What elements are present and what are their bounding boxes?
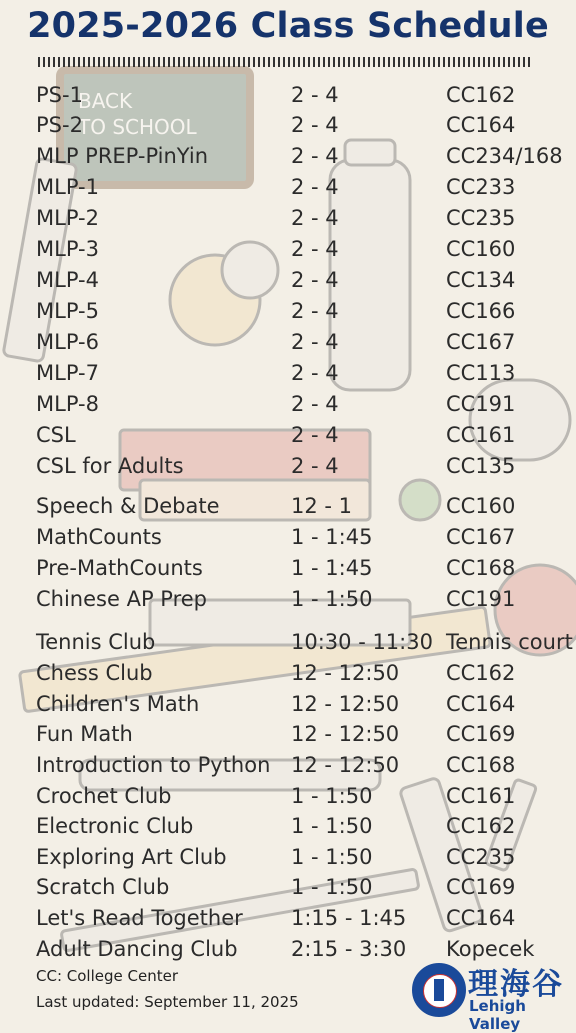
last-updated-note: Last updated: September 11, 2025 [36,993,299,1011]
class-room: CC164 [446,906,516,930]
class-name: PS-1 [36,83,83,107]
class-time: 10:30 - 11:30 [291,630,433,654]
class-time: 12 - 12:50 [291,722,400,746]
class-name: CSL [36,423,76,447]
class-name: Electronic Club [36,814,194,838]
class-time: 1:15 - 1:45 [291,906,407,930]
class-name: Fun Math [36,722,133,746]
school-seal-icon [412,963,466,1017]
class-room: CC167 [446,525,516,549]
class-room: CC191 [446,392,516,416]
class-room: Kopecek [446,937,535,961]
schedule-row [0,327,576,357]
class-time: 2 - 4 [291,392,339,416]
schedule-row [0,389,576,419]
class-time: 2 - 4 [291,206,339,230]
schedule-row [0,903,576,933]
class-room: CC168 [446,556,516,580]
class-time: 1 - 1:45 [291,525,373,549]
class-room: CC167 [446,330,516,354]
class-room: CC169 [446,722,516,746]
chalkboard-text-2: TO SCHOOL [78,115,197,139]
schedule-row [0,872,576,902]
class-name: Pre-MathCounts [36,556,203,580]
schedule-row [0,172,576,202]
class-room: CC168 [446,753,516,777]
schedule-row [0,491,576,521]
schedule-row [0,750,576,780]
class-name: Chess Club [36,661,153,685]
schedule-row [0,553,576,583]
class-time: 12 - 1 [291,494,353,518]
class-time: 2 - 4 [291,175,339,199]
class-time: 2 - 4 [291,144,339,168]
class-time: 2 - 4 [291,237,339,261]
school-logo [412,961,572,1033]
legend-note: CC: College Center [36,967,178,985]
schedule-row [0,811,576,841]
schedule-row [0,627,576,657]
schedule-row [0,420,576,450]
class-name: Adult Dancing Club [36,937,238,961]
class-time: 2:15 - 3:30 [291,937,407,961]
class-name: Tennis Club [36,630,156,654]
class-room: CC113 [446,361,516,385]
class-time: 2 - 4 [291,299,339,323]
schedule-row [0,451,576,481]
class-name: MLP-8 [36,392,99,416]
schedule-row [0,522,576,552]
class-room: CC235 [446,845,516,869]
schedule-row [0,658,576,688]
class-time: 12 - 12:50 [291,661,400,685]
class-time: 2 - 4 [291,423,339,447]
page-title: 2025-2026 Class Schedule [27,6,549,46]
class-time: 1 - 1:50 [291,875,373,899]
class-room: CC235 [446,206,516,230]
schedule-row [0,110,576,140]
class-time: 1 - 1:50 [291,587,373,611]
class-name: Scratch Club [36,875,170,899]
class-room: CC160 [446,494,516,518]
class-time: 12 - 12:50 [291,753,400,777]
class-room: CC161 [446,784,516,808]
class-name: MLP-7 [36,361,99,385]
logo-english-name: Lehigh Valley [469,997,526,1033]
class-name: MathCounts [36,525,162,549]
class-time: 1 - 1:50 [291,845,373,869]
class-name: PS-2 [36,113,83,137]
chalkboard-text-1: BACK [78,89,133,113]
schedule-row [0,141,576,171]
class-room: CC134 [446,268,516,292]
class-name: MLP-2 [36,206,99,230]
schedule-row [0,689,576,719]
class-time: 1 - 1:50 [291,814,373,838]
class-time: 2 - 4 [291,268,339,292]
class-room: CC161 [446,423,516,447]
class-room: CC164 [446,113,516,137]
class-name: MLP PREP-PinYin [36,144,209,168]
class-name: Let's Read Together [36,906,243,930]
class-room: Tennis court [446,630,573,654]
class-time: 2 - 4 [291,454,339,478]
class-name: Exploring Art Club [36,845,227,869]
schedule-row [0,80,576,110]
schedule-row [0,234,576,264]
class-time: 2 - 4 [291,330,339,354]
class-name: MLP-3 [36,237,99,261]
class-time: 2 - 4 [291,361,339,385]
class-room: CC162 [446,814,516,838]
class-time: 1 - 1:45 [291,556,373,580]
class-room: CC169 [446,875,516,899]
class-time: 2 - 4 [291,113,339,137]
class-name: MLP-4 [36,268,99,292]
class-room: CC162 [446,83,516,107]
schedule-row [0,781,576,811]
schedule-row [0,584,576,614]
schedule-row [0,203,576,233]
class-room: CC191 [446,587,516,611]
class-name: Speech & Debate [36,494,220,518]
class-name: Introduction to Python [36,753,271,777]
class-room: CC166 [446,299,516,323]
class-room: CC164 [446,692,516,716]
schedule-row [0,265,576,295]
class-name: MLP-5 [36,299,99,323]
class-room: CC162 [446,661,516,685]
class-room: CC233 [446,175,516,199]
class-name: CSL for Adults [36,454,184,478]
class-time: 2 - 4 [291,83,339,107]
class-name: Chinese AP Prep [36,587,207,611]
schedule-row [0,358,576,388]
class-time: 1 - 1:50 [291,784,373,808]
class-name: MLP-6 [36,330,99,354]
logo-chinese-name: 理海谷 [468,967,564,1002]
class-name: Crochet Club [36,784,172,808]
schedule-row [0,842,576,872]
class-time: 12 - 12:50 [291,692,400,716]
class-room: CC234/168 [446,144,563,168]
class-name: Children's Math [36,692,200,716]
class-room: CC135 [446,454,516,478]
class-room: CC160 [446,237,516,261]
schedule-row [0,296,576,326]
schedule-row [0,719,576,749]
class-name: MLP-1 [36,175,99,199]
